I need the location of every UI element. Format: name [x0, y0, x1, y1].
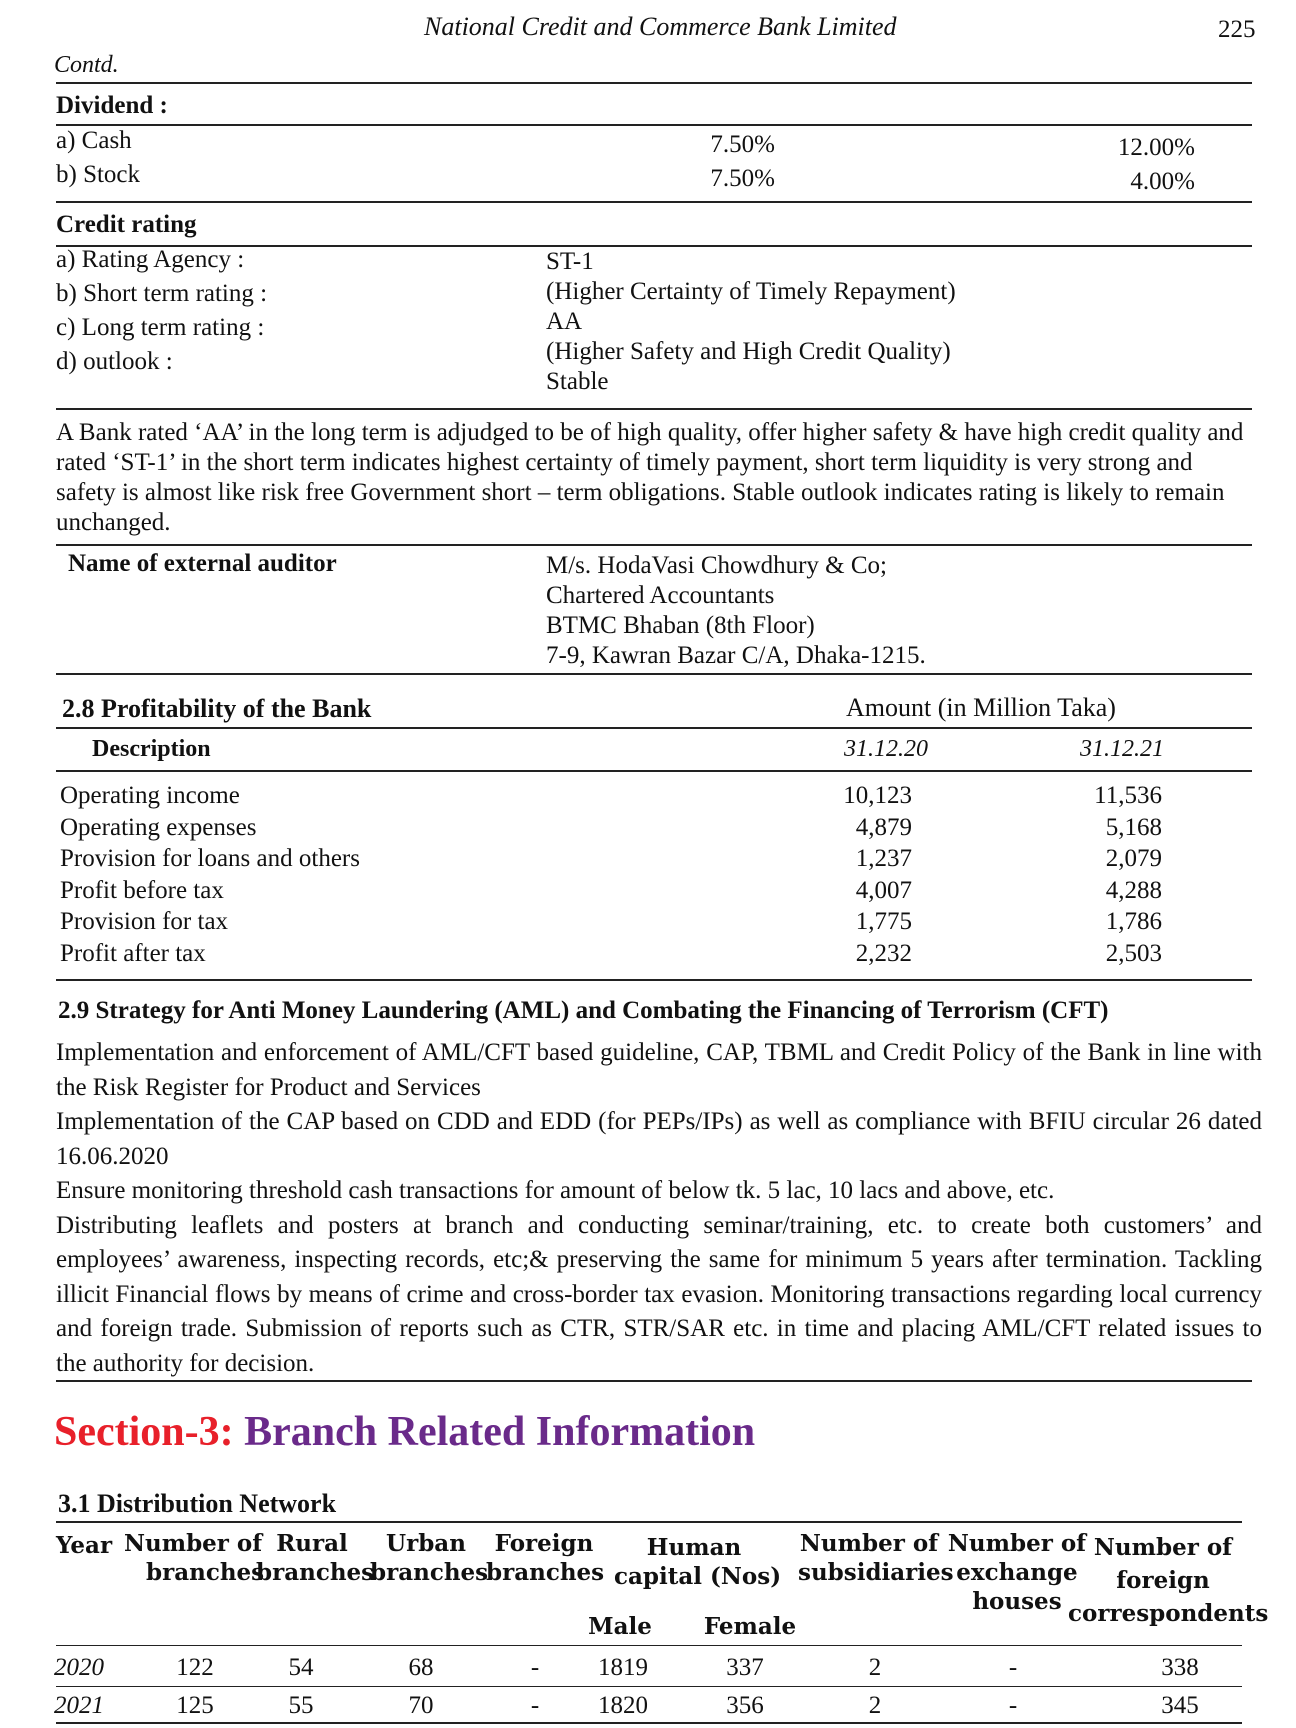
rating-agency-label: a) Rating Agency : [56, 246, 245, 273]
section-3-prefix: Section-3: [54, 1409, 234, 1455]
profit-row-label: Provision for tax [60, 908, 229, 936]
profit-row-label: Operating income [60, 782, 240, 809]
col-header-2021: 31.12.21 [1080, 736, 1164, 762]
dist-cell-subsidiaries: 2 [868, 1654, 882, 1681]
dist-header-line: Urban [386, 1530, 466, 1557]
divider [56, 1686, 1242, 1687]
divider [56, 1645, 1242, 1646]
page-header-title: National Credit and Commerce Bank Limited [424, 12, 897, 41]
col-header-2020: 31.12.20 [844, 736, 928, 762]
dist-header-female: Female [703, 1613, 797, 1640]
dist-header-line: branches [146, 1559, 265, 1586]
divider [56, 770, 1252, 772]
profitability-heading: 2.8 Profitability of the Bank [62, 694, 372, 723]
dist-cell-exchange: - [1008, 1654, 1018, 1681]
profit-row-2021: 2,503 [1105, 940, 1162, 967]
dist-cell-female: 356 [726, 1692, 764, 1719]
dist-cell-male: 1819 [598, 1654, 648, 1681]
aml-paragraph: Implementation of the CAP based on CDD and EDD (for PEPs/IPs) as well as compliance with BFIU circular 26 dated 16.06.2020 [56, 1108, 1262, 1170]
profit-row-label: Operating expenses [60, 813, 257, 841]
divider [56, 82, 1252, 84]
dividend-cash-2020: 7.50% [710, 131, 775, 158]
dist-header-line: Rural [276, 1530, 348, 1557]
dist-header-correspondents [1068, 1533, 1269, 1628]
dividend-stock-2020: 7.50% [710, 165, 775, 192]
distribution-heading: 3.1 Distribution Network [58, 1489, 337, 1518]
dist-header-line: Foreign [494, 1530, 594, 1557]
auditor-line: M/s. HodaVasi Chowdhury & Co; [546, 552, 887, 579]
dist-header-line: subsidiaries [798, 1559, 954, 1586]
rating-value: ST-1 [546, 248, 594, 275]
aml-paragraph: Ensure monitoring threshold cash transactions for amount of below tk. 5 lac, 10 lacs and above, etc. [56, 1177, 1055, 1204]
profit-row-2020: 4,007 [855, 876, 912, 904]
dist-header-urban [370, 1529, 489, 1587]
profit-row-label: Profit after tax [60, 940, 206, 967]
dividend-cash-2021: 12.00% [1117, 134, 1195, 161]
outlook-label: d) outlook : [56, 348, 173, 375]
contd-label: Contd. [54, 52, 119, 78]
divider [56, 979, 1252, 981]
profit-row-label: Profit before tax [60, 876, 224, 904]
dist-header-line: correspondents [1068, 1600, 1269, 1627]
dist-header-human-capital [614, 1533, 782, 1591]
short-term-rating-label: b) Short term rating : [56, 280, 268, 307]
divider [56, 1521, 1242, 1523]
profit-row-2021: 2,079 [1105, 845, 1162, 873]
dist-header-line: capital (Nos) [614, 1563, 782, 1590]
dist-header-line: foreign [1116, 1567, 1210, 1594]
divider [56, 544, 1252, 546]
rating-value: (Higher Certainty of Timely Repayment) [546, 278, 956, 305]
profit-row-2020: 10,123 [843, 782, 912, 809]
aml-paragraph: Implementation and enforcement of AML/CFT based guideline, CAP, TBML and Credit Policy of the Bank in line with the Risk Register for Product and Services [56, 1039, 1262, 1101]
dividend-cash-label: a) Cash [56, 127, 132, 154]
dist-header-line: exchange [956, 1559, 1078, 1586]
dist-header-subsidiaries [798, 1529, 954, 1587]
dist-header-line: Human [646, 1534, 742, 1561]
page-number: 225 [1218, 16, 1256, 43]
long-term-rating-label: c) Long term rating : [56, 314, 265, 341]
dist-cell-exchange: - [1008, 1692, 1018, 1719]
profit-row-2020: 2,232 [855, 940, 912, 967]
dist-cell-foreign: - [530, 1654, 540, 1681]
divider [56, 1380, 1252, 1382]
aml-heading: 2.9 Strategy for Anti Money Laundering (AML) and Combating the Financing of Terrorism (CFT) [58, 997, 1109, 1024]
dist-header-line: Number of [124, 1530, 263, 1557]
dividend-stock-2021: 4.00% [1130, 168, 1195, 195]
dividend-heading: Dividend : [56, 92, 168, 119]
dist-header-line: Number of [947, 1530, 1087, 1557]
divider [56, 201, 1252, 203]
dist-header-line: houses [972, 1588, 1062, 1615]
dist-cell-branches: 125 [176, 1692, 214, 1719]
dist-header-line: branches [256, 1559, 375, 1586]
dist-header-rural [256, 1529, 375, 1587]
aml-body [56, 1036, 1262, 1381]
auditor-line: 7-9, Kawran Bazar C/A, Dhaka-1215. [546, 642, 926, 669]
dist-cell-urban: 68 [408, 1654, 434, 1681]
dist-cell-foreign: - [530, 1692, 540, 1719]
divider [56, 1722, 1242, 1724]
amount-unit-label: Amount (in Million Taka) [846, 693, 1116, 722]
dist-cell-rural: 55 [288, 1692, 314, 1719]
dist-header-line: Number of [1093, 1534, 1233, 1561]
profit-row-2020: 1,237 [855, 845, 912, 873]
dist-cell-male: 1820 [598, 1692, 648, 1719]
dist-header-line: branches [486, 1559, 605, 1586]
divider [56, 408, 1252, 410]
dist-cell-correspondents: 338 [1161, 1654, 1199, 1681]
description-header: Description [92, 736, 211, 762]
dist-header-foreign [486, 1529, 605, 1587]
dist-cell-year: 2021 [54, 1692, 104, 1719]
divider [56, 727, 1252, 729]
divider [56, 673, 1252, 675]
section-3-title [54, 1408, 755, 1456]
dist-cell-subsidiaries: 2 [868, 1692, 882, 1719]
rating-value: Stable [546, 368, 609, 395]
profit-row-2020: 1,775 [855, 908, 912, 936]
rating-value: AA [546, 308, 583, 335]
profit-row-2021: 1,786 [1105, 908, 1162, 936]
dist-header-male: Male [588, 1613, 652, 1640]
auditor-label: Name of external auditor [68, 550, 337, 577]
rating-note: A Bank rated ‘AA’ in the long term is adjudged to be of high quality, offer higher safety & have high credit quality and rated ‘ST-1’ in the short term indicates highest certainty of timely payment, short term liquidity is very strong and safety is almost like risk free Government short – term obligations. Stable outlook indicates rating is likely to remain unchanged. [56, 419, 1244, 536]
dist-cell-year: 2020 [54, 1654, 104, 1681]
profit-row-2021: 4,288 [1105, 876, 1162, 904]
profit-row-2020: 4,879 [855, 813, 912, 841]
profit-row-2021: 5,168 [1105, 813, 1162, 841]
dist-cell-rural: 54 [288, 1654, 314, 1681]
credit-rating-heading: Credit rating [56, 211, 197, 238]
auditor-line: Chartered Accountants [546, 582, 775, 609]
dividend-stock-label: b) Stock [56, 161, 141, 188]
dist-header-year: Year [56, 1532, 113, 1559]
dist-header-branches [124, 1529, 265, 1587]
dist-header-line: branches [370, 1559, 489, 1586]
aml-paragraph: Distributing leaflets and posters at branch and conducting seminar/training, etc. to create both customers’ and employees’ awareness, inspecting records, etc;& preserving the same for minimum 5 years after termination. Tackling illicit Financial flows by means of crime and cross-border tax evasion. Monitoring transactions regarding local currency and foreign trade. Submission of reports such as CTR, STR/SAR etc. in time and placing AML/CFT related issues to the authority for decision. [56, 1211, 1262, 1377]
dist-cell-branches: 122 [176, 1654, 214, 1681]
dist-cell-correspondents: 345 [1161, 1692, 1199, 1719]
dist-cell-female: 337 [726, 1654, 764, 1681]
profit-row-label: Provision for loans and others [60, 845, 360, 873]
divider [56, 124, 1252, 126]
dist-header-line: Number of [799, 1530, 939, 1557]
profit-row-2021: 11,536 [1094, 782, 1162, 809]
rating-value: (Higher Safety and High Credit Quality) [546, 338, 951, 365]
dist-cell-urban: 70 [408, 1692, 434, 1719]
auditor-line: BTMC Bhaban (8th Floor) [546, 612, 815, 639]
section-3-name: Branch Related Information [244, 1409, 756, 1455]
